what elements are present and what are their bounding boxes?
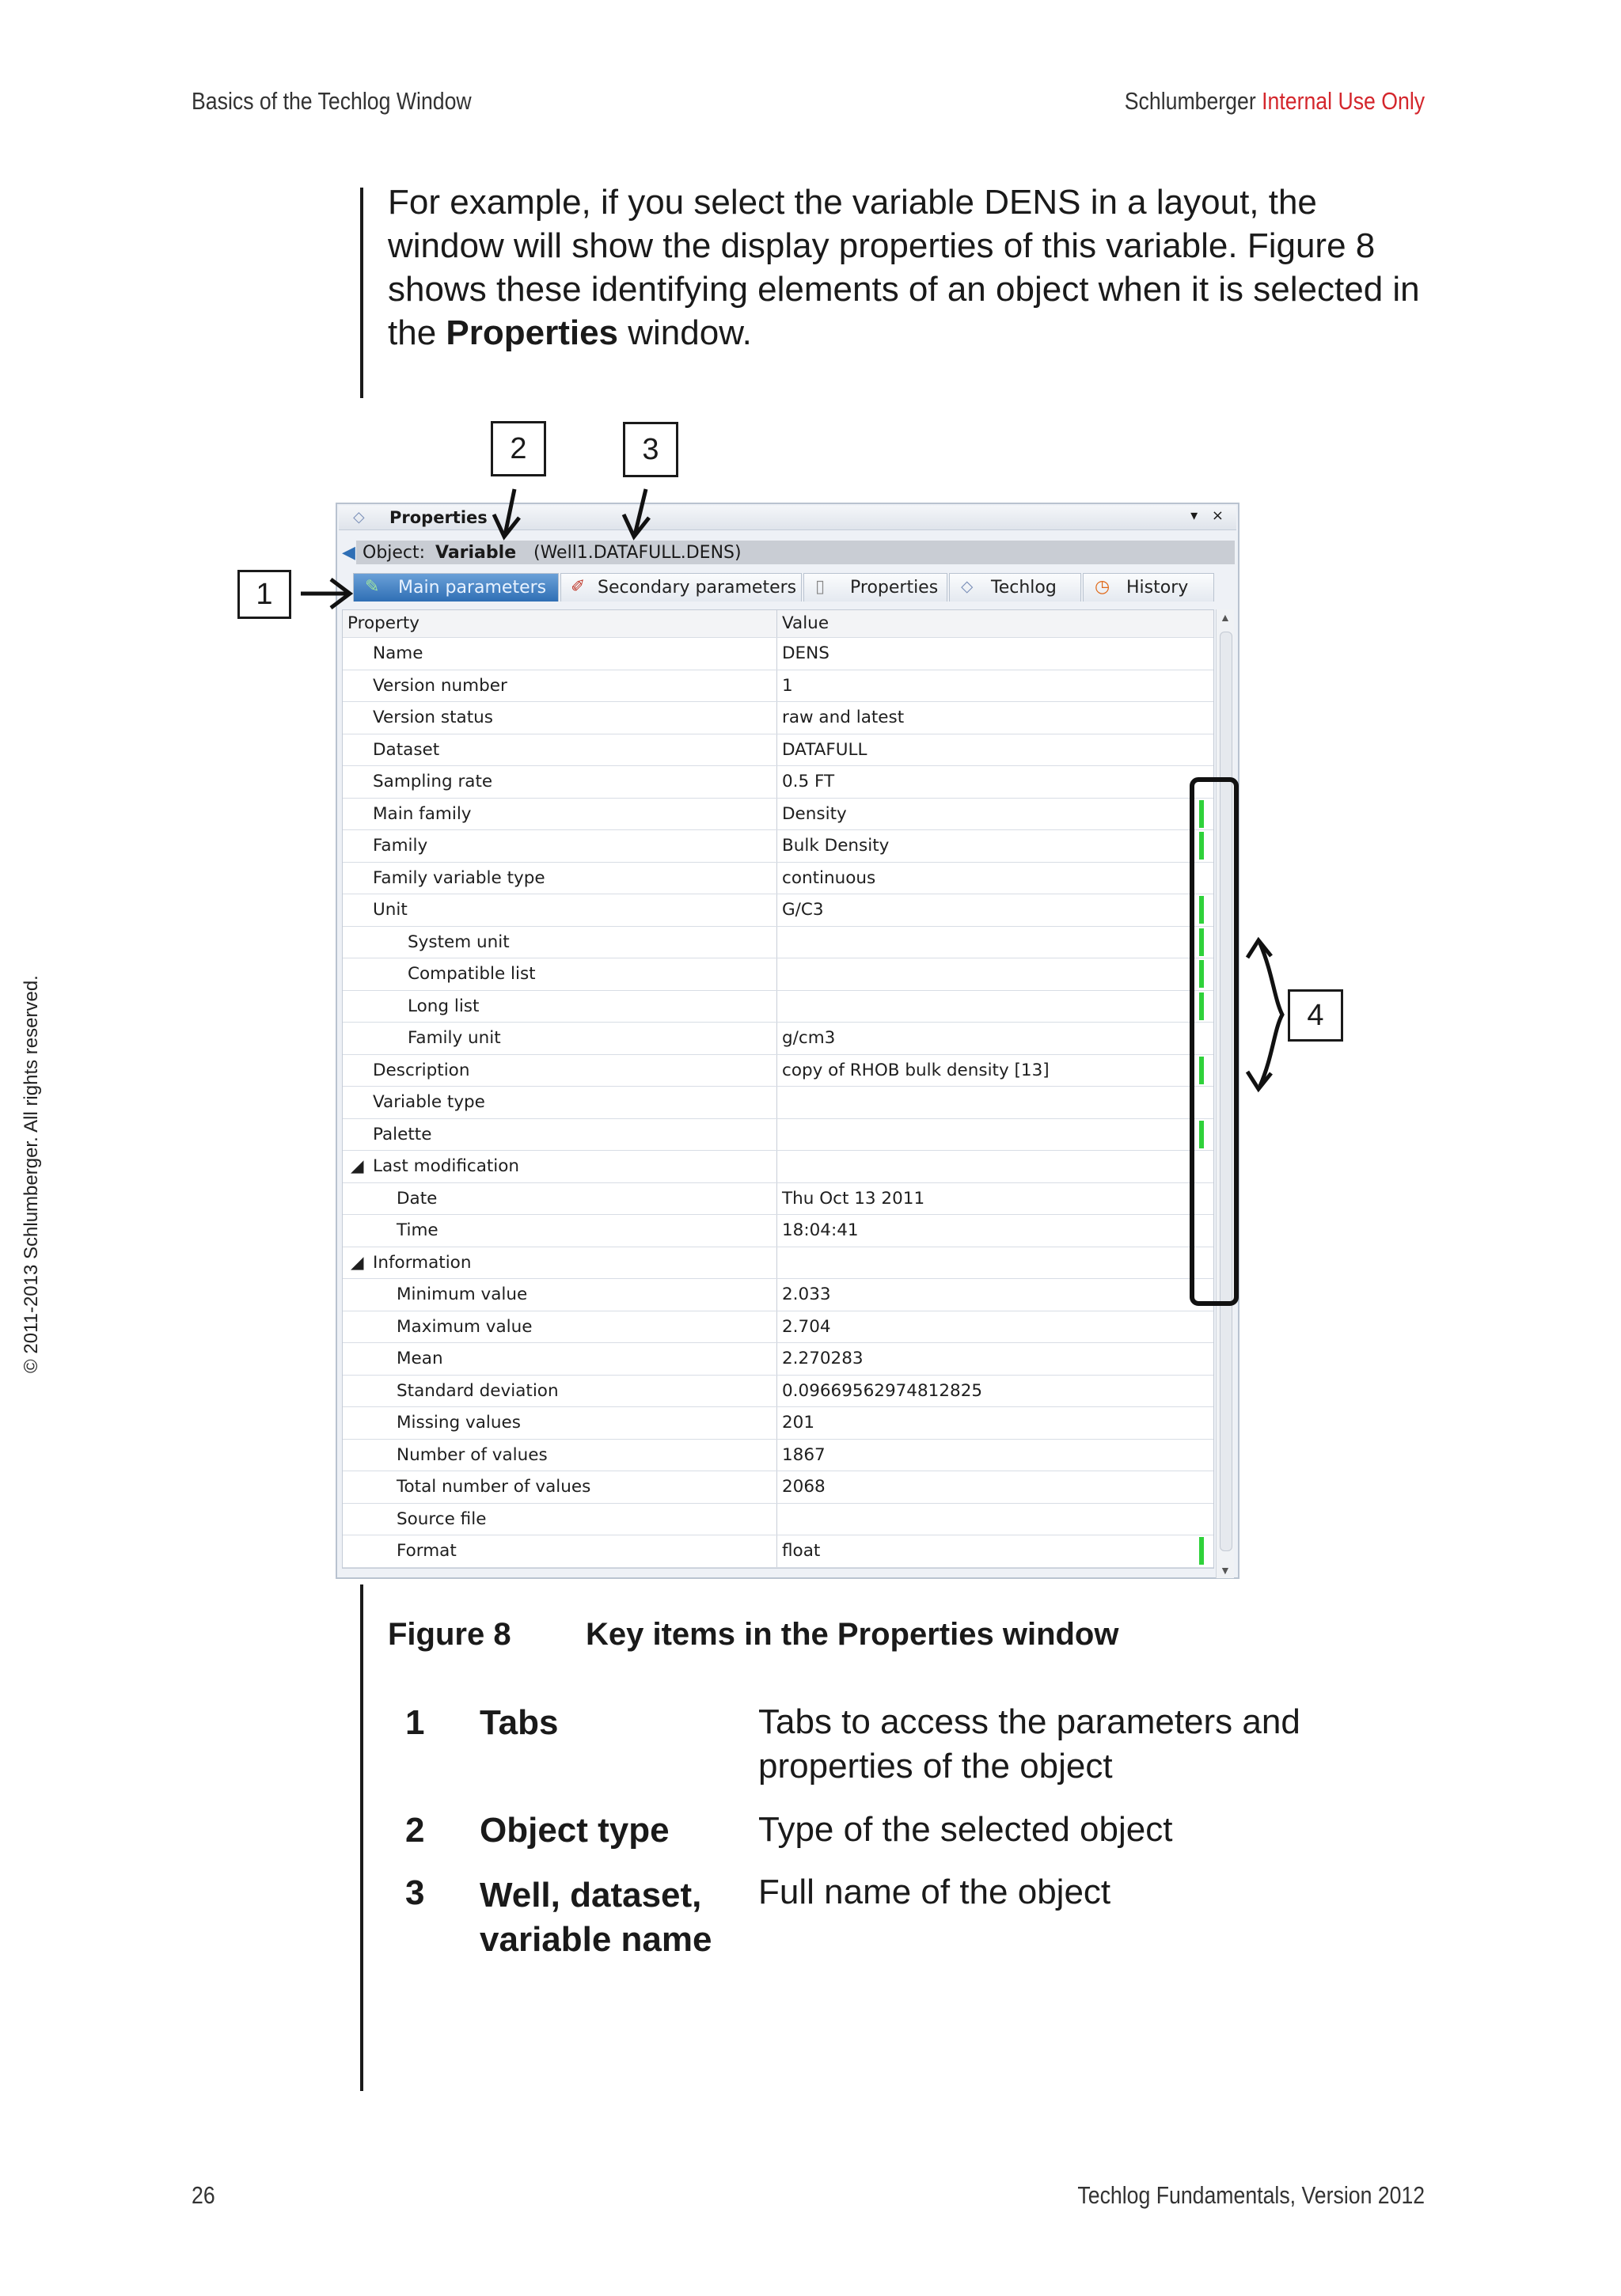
property-value: continuous	[782, 867, 876, 888]
property-value: DATAFULL	[782, 739, 867, 760]
page-number: 26	[192, 2181, 215, 2209]
legend-description: Full name of the object	[758, 1873, 1111, 1911]
property-name: Variable type	[373, 1092, 485, 1112]
property-name: Format	[397, 1541, 457, 1561]
property-name: System unit	[408, 932, 510, 952]
property-name: Maximum value	[397, 1316, 533, 1337]
property-group: Last modification	[373, 1156, 520, 1176]
property-name: Long list	[408, 996, 480, 1016]
property-name: Name	[373, 643, 423, 663]
property-value: 2.704	[782, 1316, 831, 1337]
callout-2: 2	[491, 421, 546, 476]
property-name: Dataset	[373, 739, 440, 760]
property-name: Date	[397, 1188, 438, 1209]
window-controls[interactable]: ▾ ×	[1190, 507, 1228, 524]
property-value: DENS	[782, 643, 829, 663]
intro-text-end: window.	[618, 313, 752, 352]
figure-label: Figure 8	[388, 1617, 511, 1652]
property-value: copy of RHOB bulk density [13]	[782, 1060, 1050, 1080]
classification-label: Internal Use Only	[1262, 87, 1425, 115]
property-name: Number of values	[397, 1444, 548, 1465]
object-prefix: Object:	[363, 543, 426, 563]
callout-4: 4	[1288, 989, 1343, 1042]
property-value: float	[782, 1541, 821, 1561]
tab-label: Secondary parameters	[598, 578, 797, 598]
property-value: 0.5 FT	[782, 772, 835, 791]
property-value: 201	[782, 1413, 815, 1433]
collapse-arrow-icon[interactable]: ◢	[351, 1156, 364, 1176]
property-value: g/cm3	[782, 1028, 836, 1048]
property-value: 1	[782, 675, 793, 696]
legend-term: Object type	[480, 1811, 670, 1850]
running-header-left: Basics of the Techlog Window	[192, 87, 472, 115]
legend-number: 3	[405, 1873, 425, 1912]
property-name: Sampling rate	[373, 772, 493, 791]
property-name: Unit	[373, 900, 408, 920]
property-name: Source file	[397, 1509, 487, 1529]
object-name: (Well1.DATAFULL.DENS)	[533, 543, 742, 563]
legend-number: 2	[405, 1811, 425, 1850]
scroll-up-icon[interactable]: ▲	[1220, 611, 1231, 624]
property-value: 1867	[782, 1444, 826, 1465]
legend-number: 1	[405, 1703, 425, 1742]
legend-term: Tabs	[480, 1703, 559, 1742]
object-type: Variable	[435, 543, 517, 563]
clock-icon: ◷	[1095, 577, 1110, 597]
panel-title: Properties	[389, 508, 488, 527]
wrench-icon: ✎	[365, 577, 380, 597]
column-header-property[interactable]: Property	[347, 613, 419, 633]
property-name: Version status	[373, 708, 493, 727]
property-name: Family variable type	[373, 867, 545, 888]
legend-term: Well, dataset, variable name	[480, 1876, 712, 1959]
legend-description: Type of the selected object	[758, 1810, 1173, 1849]
column-header-value[interactable]: Value	[782, 613, 829, 633]
tab-label: History	[1126, 578, 1189, 598]
document-icon: ▯	[815, 577, 826, 597]
property-value: 2068	[782, 1477, 826, 1497]
intro-bold: Properties	[446, 313, 619, 352]
tab-label: Properties	[850, 578, 939, 598]
pencil-icon: ✐	[571, 577, 586, 597]
intro-text: For example, if you select the variable DENS in a layout, the window will show the display properties of this variable. Figure 8 shows these identifying elements of an object when it is selected in the	[388, 183, 1420, 352]
property-name: Total number of values	[397, 1477, 591, 1497]
brand: Schlumberger	[1124, 87, 1256, 115]
property-name: Time	[397, 1220, 438, 1240]
copyright-notice: © 2011-2013 Schlumberger. All rights reserved.	[21, 975, 42, 1373]
tag-icon: ⬦	[353, 507, 365, 526]
property-name: Main family	[373, 803, 472, 824]
callout-1: 1	[237, 570, 291, 619]
property-value: Bulk Density	[782, 836, 890, 856]
property-name: Family unit	[408, 1028, 501, 1048]
property-value: Density	[782, 803, 847, 824]
property-value: Thu Oct 13 2011	[782, 1188, 925, 1209]
property-value: raw and latest	[782, 708, 905, 727]
property-name: Description	[373, 1060, 470, 1080]
callout-3: 3	[623, 422, 678, 477]
property-group: Information	[373, 1252, 472, 1273]
property-value: 0.09669562974812825	[782, 1380, 983, 1401]
property-name: Mean	[397, 1349, 443, 1368]
property-name: Standard deviation	[397, 1380, 559, 1401]
property-name: Palette	[373, 1124, 432, 1144]
scroll-down-icon[interactable]: ▼	[1220, 1564, 1231, 1577]
tab-label: Techlog	[991, 578, 1057, 598]
property-name: Minimum value	[397, 1285, 528, 1304]
running-footer: Techlog Fundamentals, Version 2012	[1077, 2181, 1425, 2209]
collapse-arrow-icon[interactable]: ◢	[351, 1252, 364, 1273]
property-value: G/C3	[782, 900, 824, 920]
figure-title: Key items in the Properties window	[586, 1617, 1119, 1652]
property-name: Family	[373, 836, 428, 856]
property-value: 2.033	[782, 1285, 831, 1304]
property-name: Missing values	[397, 1413, 521, 1433]
legend-description: Tabs to access the parameters and properties of the object	[758, 1702, 1300, 1786]
tab-label: Main parameters	[398, 578, 547, 598]
object-icon: ◀	[342, 543, 355, 563]
property-name: Version number	[373, 675, 507, 696]
property-value: 2.270283	[782, 1349, 864, 1368]
tag-icon: ⬦	[961, 577, 974, 597]
property-name: Compatible list	[408, 964, 536, 984]
property-value: 18:04:41	[782, 1220, 859, 1240]
